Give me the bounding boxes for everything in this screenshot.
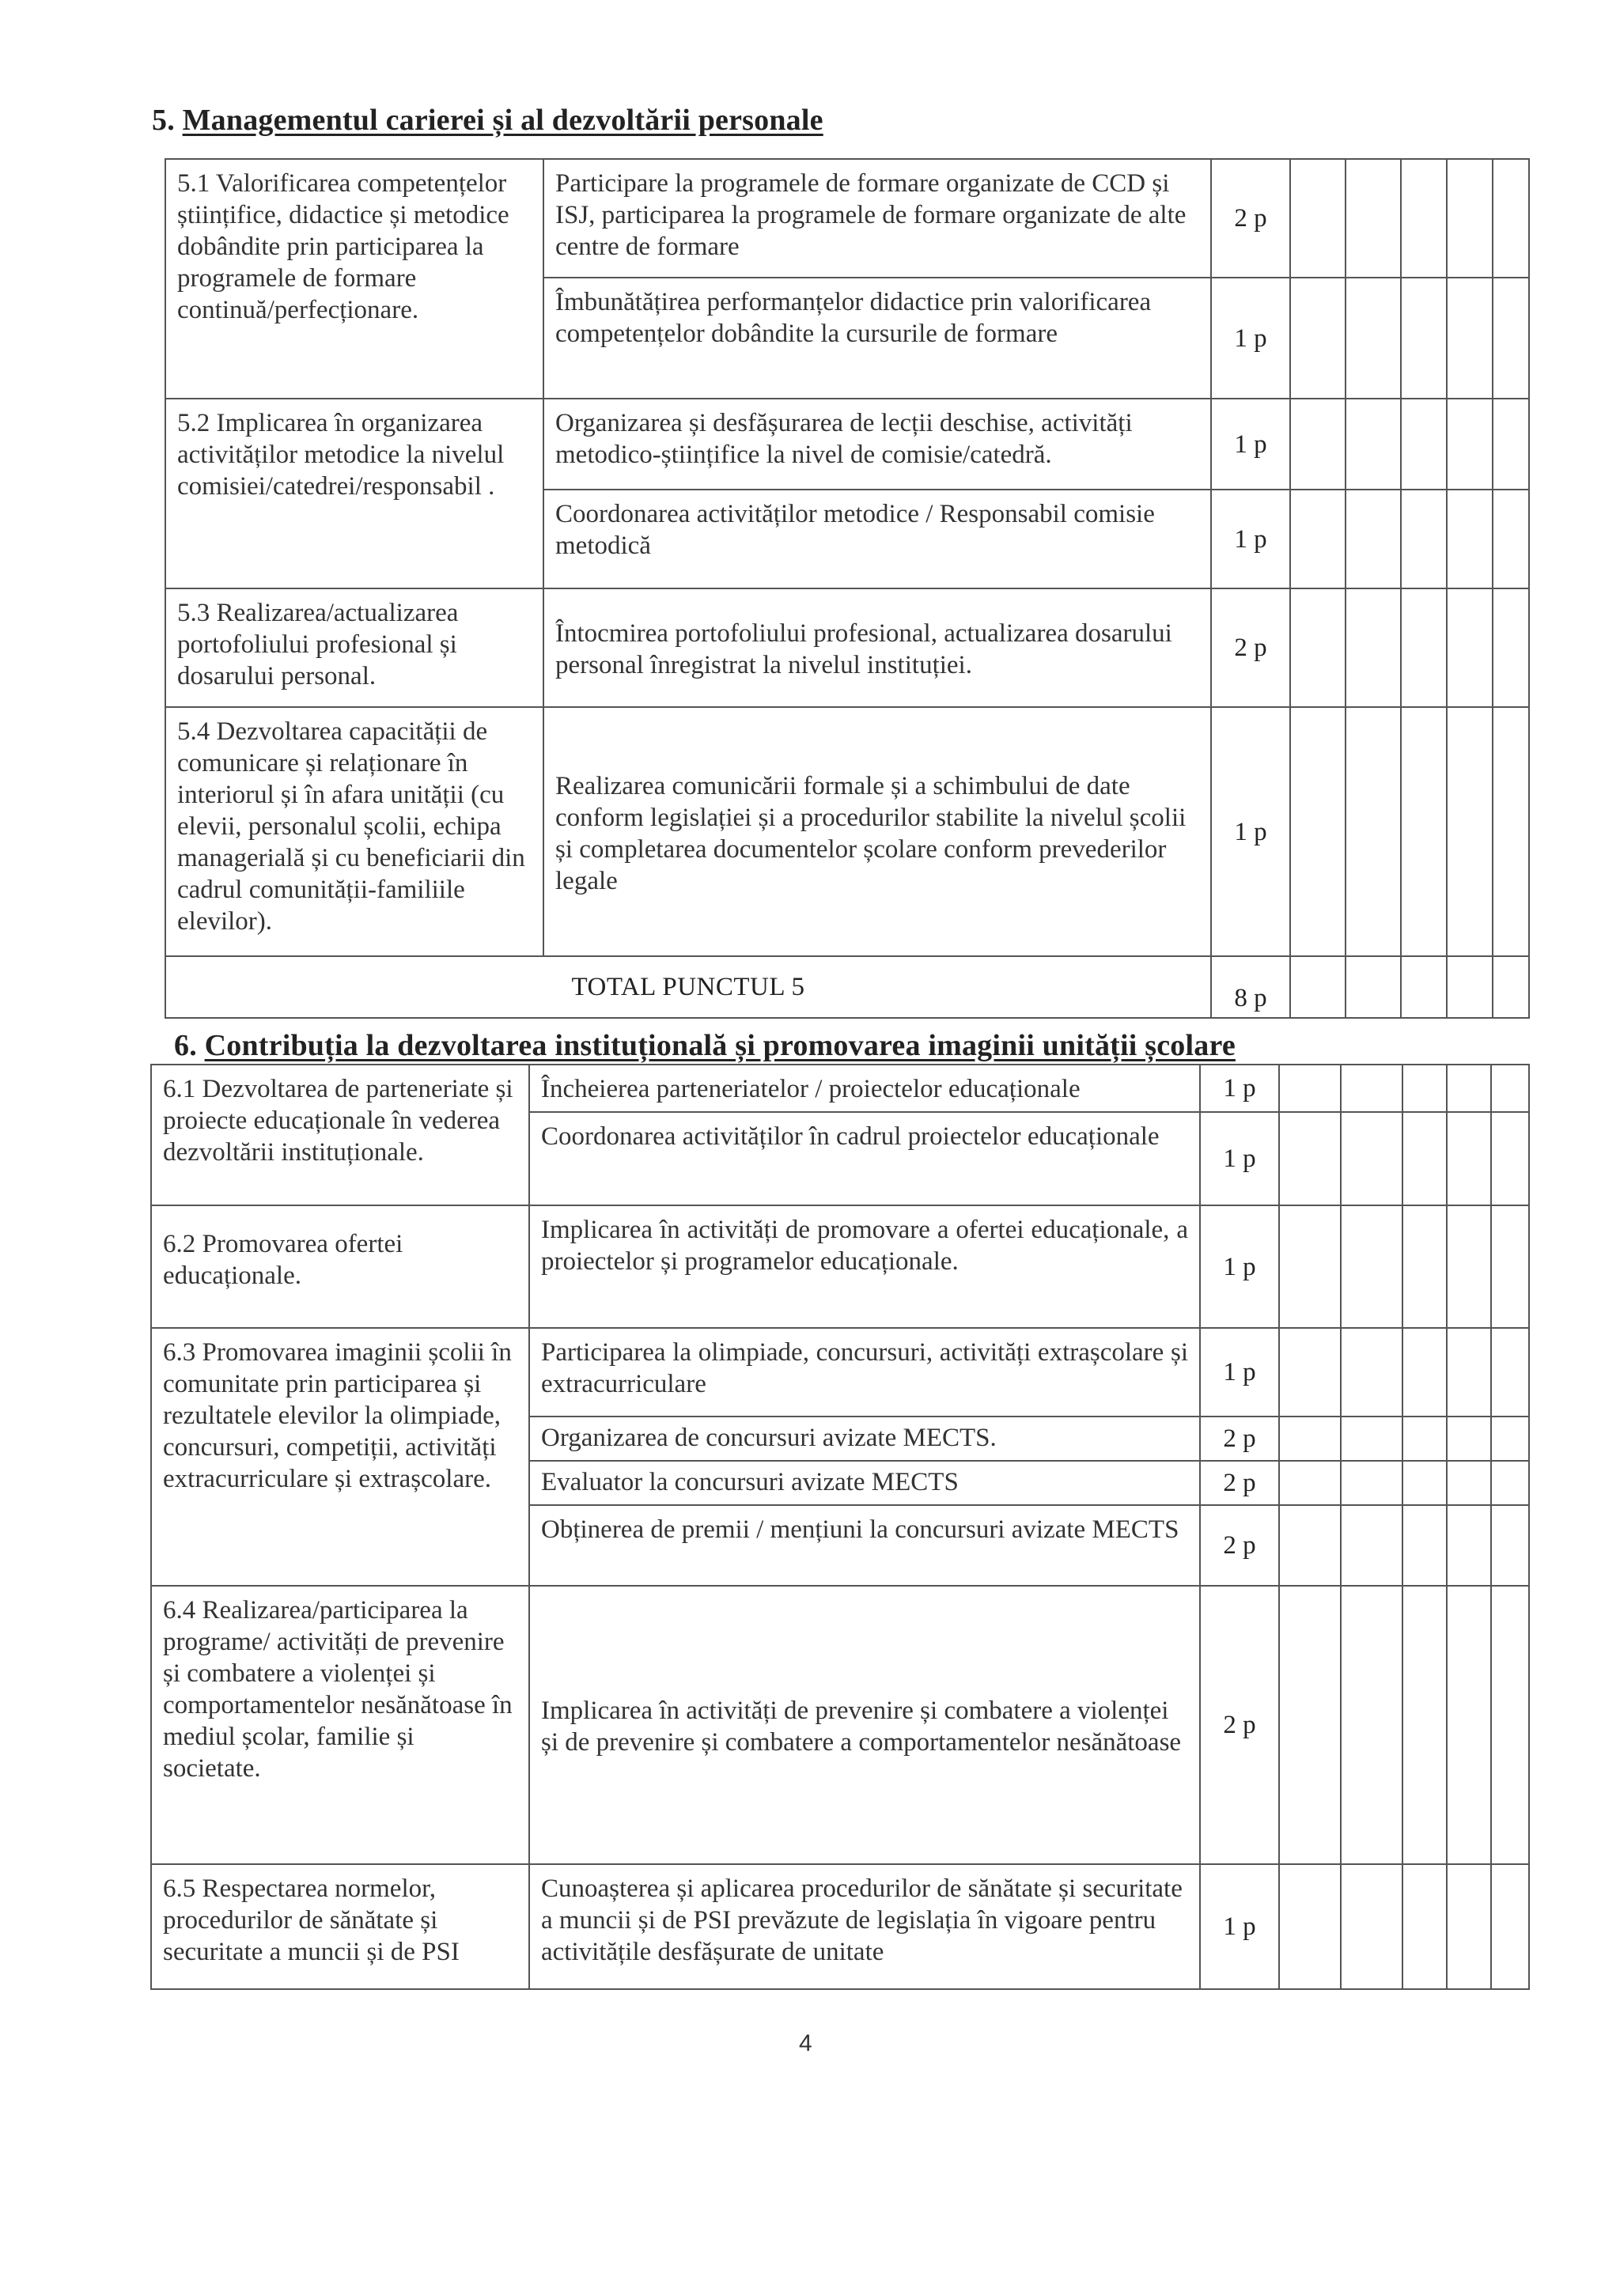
score-cell[interactable]	[1346, 956, 1401, 1018]
score-cell[interactable]	[1402, 1205, 1447, 1328]
score-cell[interactable]	[1279, 1505, 1341, 1586]
score-cell[interactable]	[1341, 1205, 1402, 1328]
score-cell[interactable]	[1402, 1417, 1447, 1461]
score-cell[interactable]	[1491, 1586, 1529, 1864]
score-cell[interactable]	[1341, 1586, 1402, 1864]
total-5-label: TOTAL PUNCTUL 5	[165, 956, 1211, 1018]
points-6-1-b: 1 p	[1200, 1112, 1279, 1205]
score-cell[interactable]	[1447, 490, 1493, 588]
criterion-6-1: 6.1 Dezvoltarea de parteneriate și proiecte educaționale în vederea dezvoltării instituționale.	[151, 1065, 529, 1205]
table-row	[165, 707, 1529, 956]
section-6-heading: Contribuția la dezvoltarea instituțională și promovarea imaginii unității școlare	[204, 1029, 1236, 1062]
score-cell[interactable]	[1402, 1864, 1447, 1989]
total-5-points: 8 p	[1211, 956, 1290, 1018]
section-6-title	[174, 1028, 1236, 1063]
score-cell[interactable]	[1290, 490, 1346, 588]
score-cell[interactable]	[1279, 1417, 1341, 1461]
score-cell[interactable]	[1401, 956, 1447, 1018]
score-cell[interactable]	[1290, 956, 1346, 1018]
indicator-5-1-b: Îmbunătățirea performanțelor didactice prin valorificarea competențelor dobândite la cursurile de formare	[543, 278, 1211, 399]
indicator-6-1-a: Încheierea parteneriatelor / proiectelor educaționale	[529, 1065, 1200, 1112]
total-row	[165, 956, 1529, 1018]
points-6-3-b: 2 p	[1200, 1417, 1279, 1461]
score-cell[interactable]	[1447, 1864, 1491, 1989]
score-cell[interactable]	[1401, 399, 1447, 490]
points-6-2: 1 p	[1200, 1205, 1279, 1328]
indicator-5-3: Întocmirea portofoliului profesional, actualizarea dosarului personal înregistrat la nivelul instituției.	[543, 588, 1211, 707]
score-cell[interactable]	[1341, 1417, 1402, 1461]
score-cell[interactable]	[1447, 1586, 1491, 1864]
score-cell[interactable]	[1341, 1065, 1402, 1112]
indicator-5-4: Realizarea comunicării formale și a schimbului de date conform legislației și a procedurilor stabilite la nivelul școlii și completarea documentelor școlare conform prevederilor legale	[543, 707, 1211, 956]
score-cell[interactable]	[1447, 1505, 1491, 1586]
score-cell[interactable]	[1279, 1205, 1341, 1328]
score-cell[interactable]	[1290, 399, 1346, 490]
table-row	[151, 1586, 1529, 1864]
indicator-6-4: Implicarea în activități de prevenire și combatere a violenței și de prevenire și combatere a comportamentelor nesănătoase	[529, 1586, 1200, 1864]
score-cell[interactable]	[1402, 1461, 1447, 1505]
score-cell[interactable]	[1493, 159, 1529, 278]
score-cell[interactable]	[1447, 1417, 1491, 1461]
table-row	[151, 1864, 1529, 1989]
score-cell[interactable]	[1341, 1112, 1402, 1205]
indicator-6-5: Cunoașterea și aplicarea procedurilor de sănătate și securitate a muncii și de PSI prevăzute de legislația în vigoare pentru activitățile desfășurate de unitate	[529, 1864, 1200, 1989]
indicator-5-2-b: Coordonarea activităților metodice / Responsabil comisie metodică	[543, 490, 1211, 588]
score-cell[interactable]	[1491, 1864, 1529, 1989]
score-cell[interactable]	[1447, 588, 1493, 707]
score-cell[interactable]	[1402, 1505, 1447, 1586]
points-6-3-c: 2 p	[1200, 1461, 1279, 1505]
indicator-6-3-b: Organizarea de concursuri avizate MECTS.	[529, 1417, 1200, 1461]
indicator-6-1-b: Coordonarea activităților în cadrul proiectelor educaționale	[529, 1112, 1200, 1205]
points-6-5: 1 p	[1200, 1864, 1279, 1989]
score-cell[interactable]	[1447, 1112, 1491, 1205]
indicator-6-3-d: Obținerea de premii / mențiuni la concursuri avizate MECTS	[529, 1505, 1200, 1586]
score-cell[interactable]	[1447, 1065, 1491, 1112]
criterion-5-4: 5.4 Dezvoltarea capacității de comunicare și relaționare în interiorul și în afara unității (cu elevii, personalul școlii, echipa managerială și cu beneficiarii din cadrul comunității-familiile elevilor).	[165, 707, 543, 956]
score-cell[interactable]	[1279, 1461, 1341, 1505]
score-cell[interactable]	[1493, 278, 1529, 399]
score-cell[interactable]	[1447, 1328, 1491, 1417]
score-cell[interactable]	[1493, 490, 1529, 588]
points-6-1-a: 1 p	[1200, 1065, 1279, 1112]
score-cell[interactable]	[1346, 707, 1401, 956]
score-cell[interactable]	[1346, 159, 1401, 278]
score-cell[interactable]	[1491, 1505, 1529, 1586]
score-cell[interactable]	[1447, 159, 1493, 278]
score-cell[interactable]	[1402, 1586, 1447, 1864]
score-cell[interactable]	[1447, 956, 1493, 1018]
score-cell[interactable]	[1491, 1112, 1529, 1205]
points-5-1-b: 1 p	[1211, 278, 1290, 399]
score-cell[interactable]	[1401, 159, 1447, 278]
points-5-2-a: 1 p	[1211, 399, 1290, 490]
score-cell[interactable]	[1290, 159, 1346, 278]
score-cell[interactable]	[1346, 278, 1401, 399]
score-cell[interactable]	[1279, 1586, 1341, 1864]
criterion-5-1: 5.1 Valorificarea competențelor științifice, didactice și metodice dobândite prin participarea la programele de formare continuă/perfecționare.	[165, 159, 543, 399]
criterion-5-2: 5.2 Implicarea în organizarea activităților metodice la nivelul comisiei/catedrei/responsabil .	[165, 399, 543, 588]
score-cell[interactable]	[1401, 588, 1447, 707]
score-cell[interactable]	[1346, 399, 1401, 490]
score-cell[interactable]	[1447, 399, 1493, 490]
score-cell[interactable]	[1279, 1864, 1341, 1989]
indicator-6-3-a: Participarea la olimpiade, concursuri, activități extrașcolare și extracurriculare	[529, 1328, 1200, 1417]
indicator-6-2: Implicarea în activități de promovare a ofertei educaționale, a proiectelor și programelor educaționale.	[529, 1205, 1200, 1328]
score-cell[interactable]	[1493, 588, 1529, 707]
table-row	[165, 399, 1529, 490]
points-5-4: 1 p	[1211, 707, 1290, 956]
score-cell[interactable]	[1491, 1461, 1529, 1505]
score-cell[interactable]	[1491, 1065, 1529, 1112]
points-5-3: 2 p	[1211, 588, 1290, 707]
score-cell[interactable]	[1346, 490, 1401, 588]
criterion-6-4: 6.4 Realizarea/participarea la programe/ activități de prevenire și combatere a violenței și comportamentelor nesănătoase în mediul școlar, familie și societate.	[151, 1586, 529, 1864]
points-6-4: 2 p	[1200, 1586, 1279, 1864]
criterion-6-3: 6.3 Promovarea imaginii școlii în comunitate prin participarea și rezultatele elevilor la olimpiade, concursuri, competiții, activități extracurriculare și extrașcolare.	[151, 1328, 529, 1586]
table-row	[165, 159, 1529, 278]
indicator-5-1-a: Participare la programele de formare organizate de CCD și ISJ, participarea la programele de formare organizate de alte centre de formare	[543, 159, 1211, 278]
score-cell[interactable]	[1341, 1328, 1402, 1417]
points-5-2-b: 1 p	[1211, 490, 1290, 588]
score-cell[interactable]	[1402, 1328, 1447, 1417]
score-cell[interactable]	[1491, 1205, 1529, 1328]
score-cell[interactable]	[1290, 278, 1346, 399]
score-cell[interactable]	[1493, 707, 1529, 956]
score-cell[interactable]	[1401, 707, 1447, 956]
score-cell[interactable]	[1447, 1205, 1491, 1328]
table-row	[151, 1065, 1529, 1112]
score-cell[interactable]	[1447, 278, 1493, 399]
points-6-3-a: 1 p	[1200, 1328, 1279, 1417]
points-5-1-a: 2 p	[1211, 159, 1290, 278]
table-row	[165, 588, 1529, 707]
points-6-3-d: 2 p	[1200, 1505, 1279, 1586]
section-6-table	[150, 1064, 1530, 1990]
score-cell[interactable]	[1447, 1461, 1491, 1505]
section-6-number: 6.	[174, 1029, 197, 1062]
criterion-6-5: 6.5 Respectarea normelor, procedurilor de sănătate și securitate a muncii și de PSI	[151, 1864, 529, 1989]
criterion-6-2: 6.2 Promovarea ofertei educaționale.	[151, 1205, 529, 1328]
score-cell[interactable]	[1447, 707, 1493, 956]
score-cell[interactable]	[1401, 490, 1447, 588]
score-cell[interactable]	[1290, 588, 1346, 707]
indicator-5-2-a: Organizarea și desfășurarea de lecții deschise, activități metodico-științifice la nivel de comisie/catedră.	[543, 399, 1211, 490]
score-cell[interactable]	[1341, 1505, 1402, 1586]
score-cell[interactable]	[1491, 1417, 1529, 1461]
score-cell[interactable]	[1401, 278, 1447, 399]
criterion-5-3: 5.3 Realizarea/actualizarea portofoliului profesional și dosarului personal.	[165, 588, 543, 707]
table-row	[151, 1328, 1529, 1417]
page-number: 4	[799, 2030, 812, 2056]
table-row	[151, 1205, 1529, 1328]
score-cell[interactable]	[1341, 1864, 1402, 1989]
score-cell[interactable]	[1402, 1112, 1447, 1205]
score-cell[interactable]	[1341, 1461, 1402, 1505]
section-5-heading: Managementul carierei și al dezvoltării personale	[182, 104, 823, 137]
score-cell[interactable]	[1493, 956, 1529, 1018]
score-cell[interactable]	[1279, 1112, 1341, 1205]
score-cell[interactable]	[1491, 1328, 1529, 1417]
score-cell[interactable]	[1346, 588, 1401, 707]
section-5-table	[165, 158, 1530, 1019]
section-5-title	[152, 103, 823, 138]
indicator-6-3-c: Evaluator la concursuri avizate MECTS	[529, 1461, 1200, 1505]
score-cell[interactable]	[1290, 707, 1346, 956]
score-cell[interactable]	[1279, 1065, 1341, 1112]
score-cell[interactable]	[1402, 1065, 1447, 1112]
section-5-number: 5.	[152, 104, 175, 137]
score-cell[interactable]	[1279, 1328, 1341, 1417]
score-cell[interactable]	[1493, 399, 1529, 490]
